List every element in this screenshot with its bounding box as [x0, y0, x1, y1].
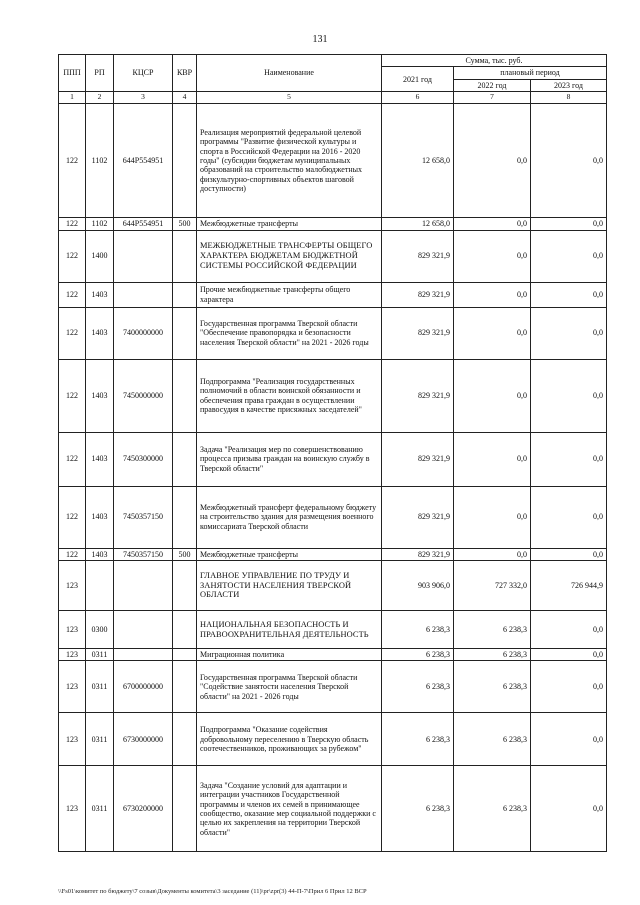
- header-name: Наименование: [197, 55, 382, 92]
- cell-rp: 1403: [86, 432, 114, 486]
- cell-kvr: [173, 307, 197, 359]
- cell-name: Реализация мероприятий федеральной целевой программы "Развитие физической культуры и спорта в Российской Федерации на 2016 - 2020 годы" (субсидии бюджетам муниципальных образований на строительство малобюджетных физкультурно-спортивных объектов шаговой доступности): [197, 104, 382, 218]
- table-row: [59, 649, 607, 661]
- cell-2022: 0,0: [454, 218, 531, 230]
- cell-name: Межбюджетные трансферты: [197, 548, 382, 560]
- cell-2021: 829 321,9: [382, 307, 454, 359]
- cell-ppp: 123: [59, 561, 86, 611]
- cell-kvr: [173, 611, 197, 649]
- cell-2023: 726 944,9: [531, 561, 607, 611]
- cell-rp: 1102: [86, 218, 114, 230]
- cell-rp: 0311: [86, 661, 114, 713]
- cell-ppp: 122: [59, 548, 86, 560]
- cell-2023: 0,0: [531, 548, 607, 560]
- cell-name: ГЛАВНОЕ УПРАВЛЕНИЕ ПО ТРУДУ И ЗАНЯТОСТИ НАСЕЛЕНИЯ ТВЕРСКОЙ ОБЛАСТИ: [197, 561, 382, 611]
- cell-ppp: 122: [59, 307, 86, 359]
- cell-kvr: 500: [173, 548, 197, 560]
- table-row: [59, 561, 607, 611]
- cell-kvr: [173, 104, 197, 218]
- cell-ppp: 123: [59, 649, 86, 661]
- cell-kcsr: [114, 649, 173, 661]
- header-sum: Сумма, тыс. руб.: [382, 55, 607, 67]
- column-number: 1: [59, 92, 86, 104]
- column-number: 7: [454, 92, 531, 104]
- cell-2021: 829 321,9: [382, 432, 454, 486]
- table-row: [59, 359, 607, 432]
- cell-ppp: 122: [59, 230, 86, 282]
- cell-2022: 6 238,3: [454, 611, 531, 649]
- cell-2021: 6 238,3: [382, 713, 454, 766]
- cell-2022: 0,0: [454, 359, 531, 432]
- cell-name: Государственная программа Тверской области "Обеспечение правопорядка и безопасности населения Тверской области" на 2021 - 2026 годы: [197, 307, 382, 359]
- cell-rp: 1403: [86, 282, 114, 307]
- column-number: 3: [114, 92, 173, 104]
- cell-2023: 0,0: [531, 486, 607, 548]
- cell-2022: 0,0: [454, 307, 531, 359]
- cell-rp: 0311: [86, 766, 114, 852]
- cell-ppp: 123: [59, 661, 86, 713]
- cell-kcsr: 7450357150: [114, 548, 173, 560]
- cell-2022: 6 238,3: [454, 713, 531, 766]
- column-number: 4: [173, 92, 197, 104]
- cell-2022: 0,0: [454, 282, 531, 307]
- cell-2021: 829 321,9: [382, 548, 454, 560]
- header-plan-period: плановый период: [454, 67, 607, 79]
- table-row: [59, 230, 607, 282]
- cell-kvr: [173, 282, 197, 307]
- table-row: [59, 713, 607, 766]
- table-body: [59, 104, 607, 852]
- cell-name: Межбюджетные трансферты: [197, 218, 382, 230]
- cell-rp: 1102: [86, 104, 114, 218]
- cell-2023: 0,0: [531, 359, 607, 432]
- cell-2021: 829 321,9: [382, 230, 454, 282]
- cell-ppp: 122: [59, 218, 86, 230]
- cell-2022: 0,0: [454, 548, 531, 560]
- column-number-row: [59, 92, 607, 104]
- cell-2021: 12 658,0: [382, 104, 454, 218]
- budget-table: [58, 54, 607, 852]
- cell-2023: 0,0: [531, 307, 607, 359]
- cell-2021: 903 906,0: [382, 561, 454, 611]
- cell-rp: 1400: [86, 230, 114, 282]
- table-row: [59, 104, 607, 218]
- cell-rp: 1403: [86, 307, 114, 359]
- cell-kvr: [173, 486, 197, 548]
- cell-kvr: [173, 713, 197, 766]
- cell-2022: 0,0: [454, 104, 531, 218]
- cell-kcsr: 644P554951: [114, 104, 173, 218]
- table-row: [59, 766, 607, 852]
- cell-kcsr: 7400000000: [114, 307, 173, 359]
- cell-kvr: [173, 432, 197, 486]
- cell-rp: 0311: [86, 713, 114, 766]
- cell-2023: 0,0: [531, 649, 607, 661]
- cell-2021: 829 321,9: [382, 282, 454, 307]
- table-header: [59, 55, 607, 104]
- cell-2023: 0,0: [531, 766, 607, 852]
- cell-2022: 0,0: [454, 486, 531, 548]
- header-ppp: ППП: [59, 55, 86, 92]
- cell-2023: 0,0: [531, 432, 607, 486]
- cell-rp: 0311: [86, 649, 114, 661]
- cell-2021: 6 238,3: [382, 649, 454, 661]
- page-number: 131: [312, 34, 328, 45]
- cell-name: Межбюджетный трансферт федеральному бюджету на строительство здания для размещения военного комиссариата Тверской области: [197, 486, 382, 548]
- column-number: 2: [86, 92, 114, 104]
- cell-2022: 727 332,0: [454, 561, 531, 611]
- table-row: [59, 218, 607, 230]
- cell-2021: 6 238,3: [382, 766, 454, 852]
- column-number: 6: [382, 92, 454, 104]
- cell-2022: 6 238,3: [454, 649, 531, 661]
- cell-2023: 0,0: [531, 611, 607, 649]
- cell-ppp: 123: [59, 766, 86, 852]
- cell-kvr: 500: [173, 218, 197, 230]
- cell-ppp: 123: [59, 713, 86, 766]
- cell-ppp: 122: [59, 486, 86, 548]
- table-row: [59, 307, 607, 359]
- cell-kcsr: 6700000000: [114, 661, 173, 713]
- cell-kcsr: 7450000000: [114, 359, 173, 432]
- cell-kvr: [173, 230, 197, 282]
- header-2023: 2023 год: [531, 79, 607, 91]
- cell-2022: 6 238,3: [454, 766, 531, 852]
- cell-rp: 0300: [86, 611, 114, 649]
- cell-2022: 0,0: [454, 432, 531, 486]
- cell-ppp: 123: [59, 611, 86, 649]
- cell-2022: 0,0: [454, 230, 531, 282]
- cell-name: НАЦИОНАЛЬНАЯ БЕЗОПАСНОСТЬ И ПРАВООХРАНИТЕЛЬНАЯ ДЕЯТЕЛЬНОСТЬ: [197, 611, 382, 649]
- cell-kcsr: 7450357150: [114, 486, 173, 548]
- cell-kcsr: 6730000000: [114, 713, 173, 766]
- cell-kvr: [173, 661, 197, 713]
- cell-kvr: [173, 766, 197, 852]
- cell-rp: [86, 561, 114, 611]
- cell-ppp: 122: [59, 359, 86, 432]
- table-row: [59, 611, 607, 649]
- cell-kvr: [173, 649, 197, 661]
- cell-rp: 1403: [86, 359, 114, 432]
- cell-name: Миграционная политика: [197, 649, 382, 661]
- cell-2021: 6 238,3: [382, 661, 454, 713]
- cell-kcsr: 644P554951: [114, 218, 173, 230]
- file-path-footer: \\Fs01\комитет по бюджету\7 созыв\Документы комитета\3 заседание (11)\pr\zpr(3) 44-П-7\Прил 6 Прил 12 ВСР: [58, 888, 367, 895]
- cell-ppp: 122: [59, 104, 86, 218]
- column-number: 5: [197, 92, 382, 104]
- cell-2023: 0,0: [531, 282, 607, 307]
- cell-rp: 1403: [86, 548, 114, 560]
- cell-kcsr: [114, 561, 173, 611]
- cell-2023: 0,0: [531, 218, 607, 230]
- cell-kcsr: [114, 282, 173, 307]
- cell-2023: 0,0: [531, 104, 607, 218]
- cell-name: МЕЖБЮДЖЕТНЫЕ ТРАНСФЕРТЫ ОБЩЕГО ХАРАКТЕРА БЮДЖЕТАМ БЮДЖЕТНОЙ СИСТЕМЫ РОССИЙСКОЙ ФЕДЕРАЦИИ: [197, 230, 382, 282]
- header-2021: 2021 год: [382, 67, 454, 92]
- table-row: [59, 548, 607, 560]
- table-row: [59, 282, 607, 307]
- cell-name: Прочие межбюджетные трансферты общего характера: [197, 282, 382, 307]
- cell-2021: 829 321,9: [382, 486, 454, 548]
- cell-2021: 6 238,3: [382, 611, 454, 649]
- cell-kvr: [173, 359, 197, 432]
- cell-ppp: 122: [59, 282, 86, 307]
- cell-2023: 0,0: [531, 230, 607, 282]
- cell-name: Подпрограмма "Реализация государственных полномочий в области воинской обязанности и обеспечения права граждан в осуществлении правосудия в качестве присяжных заседателей": [197, 359, 382, 432]
- table-row: [59, 486, 607, 548]
- cell-kcsr: 6730200000: [114, 766, 173, 852]
- header-2022: 2022 год: [454, 79, 531, 91]
- cell-2023: 0,0: [531, 713, 607, 766]
- cell-2021: 12 658,0: [382, 218, 454, 230]
- header-rp: РП: [86, 55, 114, 92]
- column-number: 8: [531, 92, 607, 104]
- cell-2022: 6 238,3: [454, 661, 531, 713]
- cell-ppp: 122: [59, 432, 86, 486]
- table-row: [59, 661, 607, 713]
- cell-kcsr: [114, 611, 173, 649]
- cell-name: Подпрограмма "Оказание содействия добровольному переселению в Тверскую область соотечественников, проживающих за рубежом": [197, 713, 382, 766]
- cell-name: Задача "Реализация мер по совершенствованию процесса призыва граждан на воинскую службу в Тверской области": [197, 432, 382, 486]
- table-row: [59, 432, 607, 486]
- cell-2021: 829 321,9: [382, 359, 454, 432]
- header-kcsr: КЦСР: [114, 55, 173, 92]
- cell-kcsr: [114, 230, 173, 282]
- header-kvr: КВР: [173, 55, 197, 92]
- cell-name: Государственная программа Тверской области "Содействие занятости населения Тверской области" на 2021 - 2026 годы: [197, 661, 382, 713]
- cell-kcsr: 7450300000: [114, 432, 173, 486]
- cell-2023: 0,0: [531, 661, 607, 713]
- cell-rp: 1403: [86, 486, 114, 548]
- cell-kvr: [173, 561, 197, 611]
- cell-name: Задача "Создание условий для адаптации и интеграции участников Государственной программы и членов их семей в принимающее сообщество, оказание мер социальной поддержки с целью их закрепления на территории Тверской области": [197, 766, 382, 852]
